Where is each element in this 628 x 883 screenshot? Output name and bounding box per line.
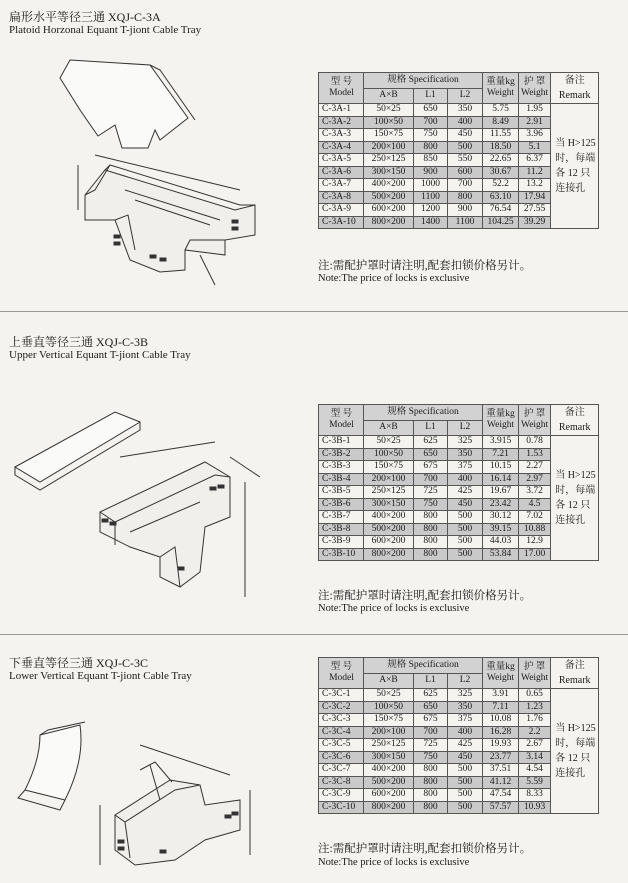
table-cell: 500 (448, 801, 483, 814)
note-cn: 注:需配护罩时请注明,配套扣锁价格另计。 (318, 590, 532, 602)
table-cell: 44.03 (483, 536, 519, 549)
header-weight: 重量kg Weight (483, 73, 519, 104)
table-cell: 500 (448, 511, 483, 524)
table-cell: 425 (448, 739, 483, 752)
header-l1: L1 (414, 88, 448, 104)
table-cell: 500×200 (364, 776, 414, 789)
table-cell: 675 (414, 461, 448, 474)
table-cell: 17.94 (519, 191, 551, 204)
table-cell: 23.42 (483, 498, 519, 511)
table-cell: 500 (448, 789, 483, 802)
table-cell: 400 (448, 473, 483, 486)
table-cell: 30.67 (483, 166, 519, 179)
table-cell: 7.02 (519, 511, 551, 524)
table-cell: 375 (448, 461, 483, 474)
table-cell: C-3C-9 (319, 789, 364, 802)
table-cell: 700 (414, 116, 448, 129)
table-cell: 76.54 (483, 204, 519, 217)
table-cell: 104.25 (483, 216, 519, 229)
table-cell: C-3A-6 (319, 166, 364, 179)
note-en: Note:The price of locks is exclusive (318, 603, 470, 614)
table-cell: 800×200 (364, 216, 414, 229)
table-cell: 675 (414, 714, 448, 727)
table-cell: 800 (414, 141, 448, 154)
table-cell: 3.72 (519, 486, 551, 499)
table-cell: 2.2 (519, 726, 551, 739)
table-cell: 700 (448, 179, 483, 192)
table-cell: 1.23 (519, 701, 551, 714)
table-cell: 1100 (414, 191, 448, 204)
table-cell: 13.2 (519, 179, 551, 192)
table-cell: 550 (448, 154, 483, 167)
table-cell: C-3C-4 (319, 726, 364, 739)
table-cell: 600×200 (364, 789, 414, 802)
table-cell: 625 (414, 436, 448, 449)
table-cell: 37.51 (483, 764, 519, 777)
table-cell: 18.50 (483, 141, 519, 154)
table-cell: 100×50 (364, 701, 414, 714)
table-cell: 725 (414, 486, 448, 499)
table-cell: C-3B-5 (319, 486, 364, 499)
table-cell: 10.15 (483, 461, 519, 474)
table-cell: 57.57 (483, 801, 519, 814)
section-title-en: Lower Vertical Equant T-jiont Cable Tray (9, 670, 192, 682)
table-cell: C-3A-9 (319, 204, 364, 217)
header-model: 型 号 Model (319, 658, 364, 689)
table-cell: 4.5 (519, 498, 551, 511)
table-cell: C-3A-3 (319, 129, 364, 142)
table-body (319, 436, 599, 561)
table-cell: C-3B-1 (319, 436, 364, 449)
tray-drawing-3c (0, 690, 300, 883)
table-cell: 10.88 (519, 523, 551, 536)
table-cell: 700 (414, 726, 448, 739)
table-cell: 300×150 (364, 166, 414, 179)
table-cell: C-3C-10 (319, 801, 364, 814)
table-cell: 250×125 (364, 486, 414, 499)
header-l1: L1 (414, 673, 448, 689)
table-cell: 650 (414, 701, 448, 714)
table-cell: C-3C-8 (319, 776, 364, 789)
section-3c (0, 635, 628, 883)
section-title-en: Upper Vertical Equant T-jiont Cable Tray (9, 349, 191, 361)
table-cell: 0.78 (519, 436, 551, 449)
table-cell: 5.75 (483, 104, 519, 117)
table-cell: 400×200 (364, 764, 414, 777)
table-cell: 400 (448, 726, 483, 739)
table-cell: C-3C-7 (319, 764, 364, 777)
table-cell: 3.96 (519, 129, 551, 142)
table-cell: 350 (448, 701, 483, 714)
table-row (319, 436, 599, 449)
note-en: Note:The price of locks is exclusive (318, 273, 470, 284)
table-cell: 350 (448, 104, 483, 117)
table-cell: 22.65 (483, 154, 519, 167)
table-cell: C-3B-2 (319, 448, 364, 461)
table-cell: 650 (414, 104, 448, 117)
spec-table-3b (318, 404, 599, 561)
remark-cell: 当 H>125时，每端各 12 只连接孔 (551, 436, 599, 561)
table-cell: C-3B-3 (319, 461, 364, 474)
table-cell: 425 (448, 486, 483, 499)
header-weight: 重量kg Weight (483, 405, 519, 436)
table-cell: 4.54 (519, 764, 551, 777)
section-3a (0, 0, 628, 310)
table-cell: C-3B-9 (319, 536, 364, 549)
table-cell: 8.33 (519, 789, 551, 802)
table-cell: 7.11 (483, 701, 519, 714)
table-cell: 350 (448, 448, 483, 461)
table-cell: 2.91 (519, 116, 551, 129)
table-cell: 500 (448, 776, 483, 789)
table-cell: 3.14 (519, 751, 551, 764)
table-cell: C-3C-5 (319, 739, 364, 752)
table-cell: 375 (448, 714, 483, 727)
table-cell: C-3C-2 (319, 701, 364, 714)
header-l2: L2 (448, 420, 483, 436)
table-cell: 1400 (414, 216, 448, 229)
table-cell: 11.55 (483, 129, 519, 142)
note-en: Note:The price of locks is exclusive (318, 857, 470, 868)
table-cell: C-3C-6 (319, 751, 364, 764)
table-cell: C-3A-1 (319, 104, 364, 117)
table-cell: 53.84 (483, 548, 519, 561)
table-cell: 500×200 (364, 191, 414, 204)
table-cell: 700 (414, 473, 448, 486)
header-remark: 备注 Remark (551, 405, 599, 436)
table-cell: 5.1 (519, 141, 551, 154)
header-ab: A×B (364, 88, 414, 104)
table-cell: 500 (448, 536, 483, 549)
table-cell: 250×125 (364, 739, 414, 752)
table-cell: C-3A-5 (319, 154, 364, 167)
header-l2: L2 (448, 88, 483, 104)
table-cell: C-3B-4 (319, 473, 364, 486)
remark-cell: 当 H>125时，每端各 12 只连接孔 (551, 104, 599, 229)
table-cell: 63.10 (483, 191, 519, 204)
table-cell: 7.21 (483, 448, 519, 461)
table-row (319, 104, 599, 117)
table-body (319, 689, 599, 814)
header-remark: 备注 Remark (551, 658, 599, 689)
table-cell: 325 (448, 436, 483, 449)
tray-drawing-3a (0, 40, 300, 290)
table-cell: 10.08 (483, 714, 519, 727)
section-title-cn: 下垂直等径三通 XQJ-C-3C (9, 656, 149, 670)
table-cell: 17.00 (519, 548, 551, 561)
remark-cell: 当 H>125时，每端各 12 只连接孔 (551, 689, 599, 814)
table-cell: 0.65 (519, 689, 551, 702)
header-l2: L2 (448, 673, 483, 689)
table-cell: 600×200 (364, 204, 414, 217)
table-cell: 3.915 (483, 436, 519, 449)
table-cell: 800×200 (364, 801, 414, 814)
table-cell: 1.95 (519, 104, 551, 117)
table-cell: 400×200 (364, 179, 414, 192)
table-cell: 16.28 (483, 726, 519, 739)
header-ab: A×B (364, 420, 414, 436)
header-model: 型 号 Model (319, 73, 364, 104)
table-cell: 100×50 (364, 448, 414, 461)
table-cell: 12.9 (519, 536, 551, 549)
table-cell: 1100 (448, 216, 483, 229)
table-cell: 750 (414, 498, 448, 511)
table-cell: 800 (414, 764, 448, 777)
spec-table-3c (318, 657, 599, 814)
table-cell: 50×25 (364, 689, 414, 702)
table-cell: 450 (448, 751, 483, 764)
table-cell: 6.37 (519, 154, 551, 167)
table-cell: C-3A-4 (319, 141, 364, 154)
table-cell: 900 (414, 166, 448, 179)
table-cell: 2.67 (519, 739, 551, 752)
table-cell: 750 (414, 129, 448, 142)
table-cell: 800 (414, 801, 448, 814)
table-cell: 150×75 (364, 461, 414, 474)
header-weight: 重量kg Weight (483, 658, 519, 689)
table-cell: 600×200 (364, 536, 414, 549)
table-cell: C-3A-10 (319, 216, 364, 229)
table-cell: C-3B-7 (319, 511, 364, 524)
table-cell: 400 (448, 116, 483, 129)
table-cell: 200×100 (364, 726, 414, 739)
note-cn: 注:需配护罩时请注明,配套扣锁价格另计。 (318, 843, 532, 855)
table-cell: 150×75 (364, 714, 414, 727)
table-cell: C-3B-10 (319, 548, 364, 561)
table-cell: 500 (448, 764, 483, 777)
tray-drawing-3b (0, 397, 300, 627)
table-cell: 1000 (414, 179, 448, 192)
table-cell: 150×75 (364, 129, 414, 142)
header-remark: 备注 Remark (551, 73, 599, 104)
table-cell: 200×100 (364, 473, 414, 486)
table-cell: 23.77 (483, 751, 519, 764)
table-cell: 39.15 (483, 523, 519, 536)
section-title-cn: 上垂直等径三通 XQJ-C-3B (9, 335, 149, 349)
table-cell: 650 (414, 448, 448, 461)
table-cell: 52.2 (483, 179, 519, 192)
header-cover: 护 罩 Weight (519, 658, 551, 689)
table-cell: 500×200 (364, 523, 414, 536)
table-cell: 800×200 (364, 548, 414, 561)
table-cell: 400×200 (364, 511, 414, 524)
table-cell: 800 (414, 511, 448, 524)
table-cell: C-3A-2 (319, 116, 364, 129)
section-3b (0, 312, 628, 632)
table-cell: 100×50 (364, 116, 414, 129)
table-cell: 900 (448, 204, 483, 217)
table-cell: 2.97 (519, 473, 551, 486)
table-cell: 47.54 (483, 789, 519, 802)
table-cell: 39.29 (519, 216, 551, 229)
table-cell: 800 (414, 789, 448, 802)
table-cell: 800 (414, 776, 448, 789)
header-cover: 护 罩 Weight (519, 73, 551, 104)
header-spec: 规格 Specification (364, 73, 483, 89)
table-cell: 19.93 (483, 739, 519, 752)
table-cell: 300×150 (364, 751, 414, 764)
table-cell: 850 (414, 154, 448, 167)
table-cell: 1200 (414, 204, 448, 217)
table-cell: 500 (448, 523, 483, 536)
table-cell: C-3B-8 (319, 523, 364, 536)
table-cell: 325 (448, 689, 483, 702)
table-cell: 10.93 (519, 801, 551, 814)
header-model: 型 号 Model (319, 405, 364, 436)
table-cell: 200×100 (364, 141, 414, 154)
spec-table-3a (318, 72, 599, 229)
header-ab: A×B (364, 673, 414, 689)
section-title-cn: 扁形水平等径三通 XQJ-C-3A (9, 10, 161, 24)
table-cell: 250×125 (364, 154, 414, 167)
table-cell: C-3B-6 (319, 498, 364, 511)
note-cn: 注:需配护罩时请注明,配套扣锁价格另计。 (318, 260, 532, 272)
table-cell: 19.67 (483, 486, 519, 499)
table-cell: 50×25 (364, 436, 414, 449)
table-cell: 625 (414, 689, 448, 702)
table-cell: 16.14 (483, 473, 519, 486)
table-cell: 800 (414, 523, 448, 536)
table-cell: 41.12 (483, 776, 519, 789)
table-body (319, 104, 599, 229)
table-cell: 11.2 (519, 166, 551, 179)
table-cell: 1.76 (519, 714, 551, 727)
table-cell: 450 (448, 498, 483, 511)
table-row (319, 689, 599, 702)
table-cell: 8.49 (483, 116, 519, 129)
table-cell: 1.53 (519, 448, 551, 461)
header-spec: 规格 Specification (364, 405, 483, 421)
header-spec: 规格 Specification (364, 658, 483, 674)
table-cell: C-3A-8 (319, 191, 364, 204)
table-cell: 725 (414, 739, 448, 752)
table-cell: 750 (414, 751, 448, 764)
table-cell: 50×25 (364, 104, 414, 117)
table-cell: 5.59 (519, 776, 551, 789)
table-cell: 300×150 (364, 498, 414, 511)
table-cell: C-3C-3 (319, 714, 364, 727)
table-cell: 800 (414, 536, 448, 549)
header-cover: 护 罩 Weight (519, 405, 551, 436)
table-cell: 800 (414, 548, 448, 561)
table-cell: C-3A-7 (319, 179, 364, 192)
table-cell: 800 (448, 191, 483, 204)
header-l1: L1 (414, 420, 448, 436)
table-cell: 450 (448, 129, 483, 142)
table-cell: 30.12 (483, 511, 519, 524)
table-cell: 27.55 (519, 204, 551, 217)
table-cell: 600 (448, 166, 483, 179)
table-cell: 500 (448, 141, 483, 154)
table-cell: 3.91 (483, 689, 519, 702)
table-cell: 500 (448, 548, 483, 561)
section-title-en: Platoid Horzonal Equant T-jiont Cable Tray (9, 24, 202, 36)
table-cell: C-3C-1 (319, 689, 364, 702)
table-cell: 2.27 (519, 461, 551, 474)
